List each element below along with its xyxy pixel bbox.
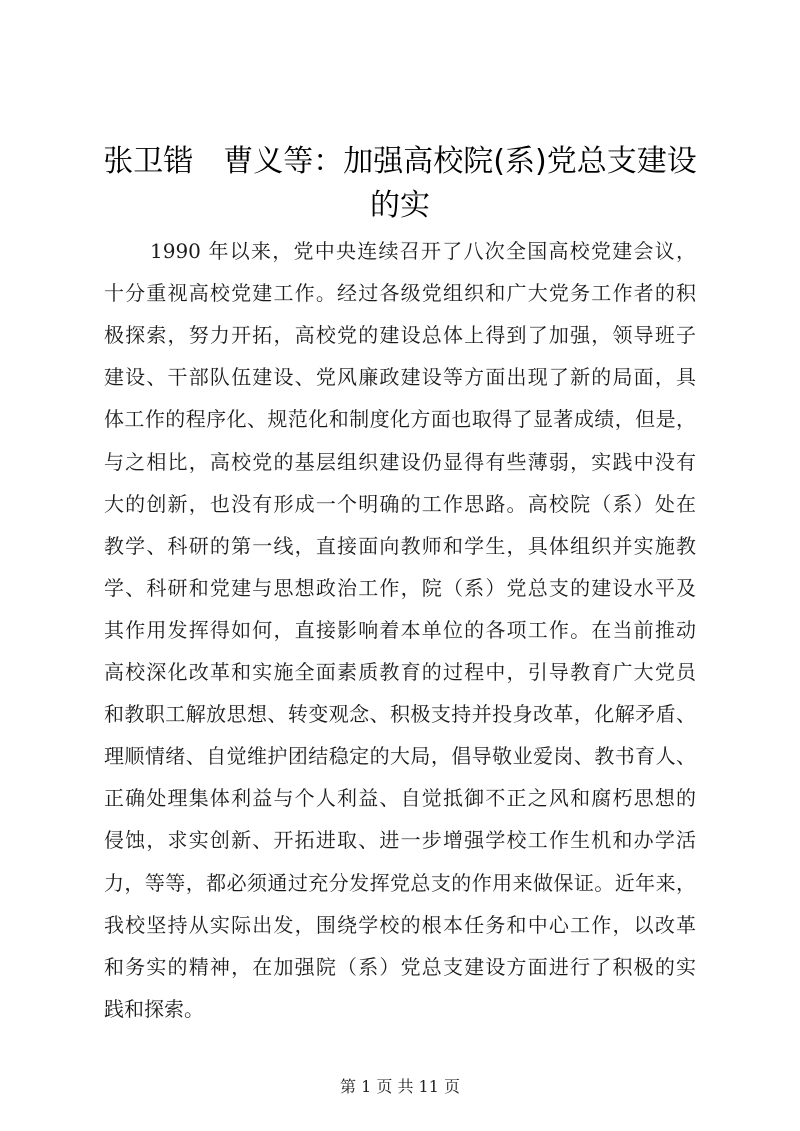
body-text-line: 极探索，努力开拓，高校党的建设总体上得到了加强，领导班子: [104, 323, 696, 348]
body-text-line: 侵蚀，求实创新、开拓进取、进一步增强学校工作生机和办学活: [104, 828, 696, 853]
body-text-line: 高校深化改革和实施全面素质教育的过程中，引导教育广大党员: [104, 660, 696, 684]
page-footer: 第 1 页 共 11 页: [340, 1077, 460, 1096]
body-text-line: 1990 年以来，党中央连续召开了八次全国高校党建会议，: [150, 239, 696, 263]
body-text-line: 十分重视高校党建工作。经过各级党组织和广大党务工作者的积: [104, 281, 696, 306]
body-text-line: 践和探索。: [104, 996, 204, 1021]
document-title-line-1: 张卫锴 曹义等：加强高校院(系)党总支建设: [103, 144, 697, 179]
body-text-line: 大的创新，也没有形成一个明确的工作思路。高校院（系）处在: [104, 491, 696, 516]
body-text-line: 力，等等，都必须通过充分发挥党总支的作用来做保证。近年来，: [104, 870, 696, 895]
body-text-line: 教学、科研的第一线，直接面向教师和学生，具体组织并实施教: [104, 533, 696, 558]
body-text-line: 和教职工解放思想、转变观念、积极支持并投身改革，化解矛盾、: [104, 702, 696, 727]
body-text-line: 体工作的程序化、规范化和制度化方面也取得了显著成绩，但是，: [104, 407, 696, 432]
body-text-line: 我校坚持从实际出发，围绕学校的根本任务和中心工作，以改革: [104, 912, 696, 937]
body-text-line: 理顺情绪、自觉维护团结稳定的大局，倡导敬业爱岗、教书育人、: [104, 744, 696, 769]
body-text-line: 与之相比，高校党的基层组织建设仍显得有些薄弱，实践中没有: [104, 449, 696, 474]
body-text-line: 建设、干部队伍建设、党风廉政建设等方面出现了新的局面，具: [104, 365, 696, 390]
document-title-line-2: 的实: [370, 188, 430, 223]
body-text-line: 和务实的精神，在加强院（系）党总支建设方面进行了积极的实: [104, 954, 696, 979]
body-text-line: 其作用发挥得如何，直接影响着本单位的各项工作。在当前推动: [104, 617, 696, 642]
body-text-line: 学、科研和党建与思想政治工作，院（系）党总支的建设水平及: [104, 575, 696, 600]
body-text-line: 正确处理集体利益与个人利益、自觉抵御不正之风和腐朽思想的: [104, 786, 696, 811]
